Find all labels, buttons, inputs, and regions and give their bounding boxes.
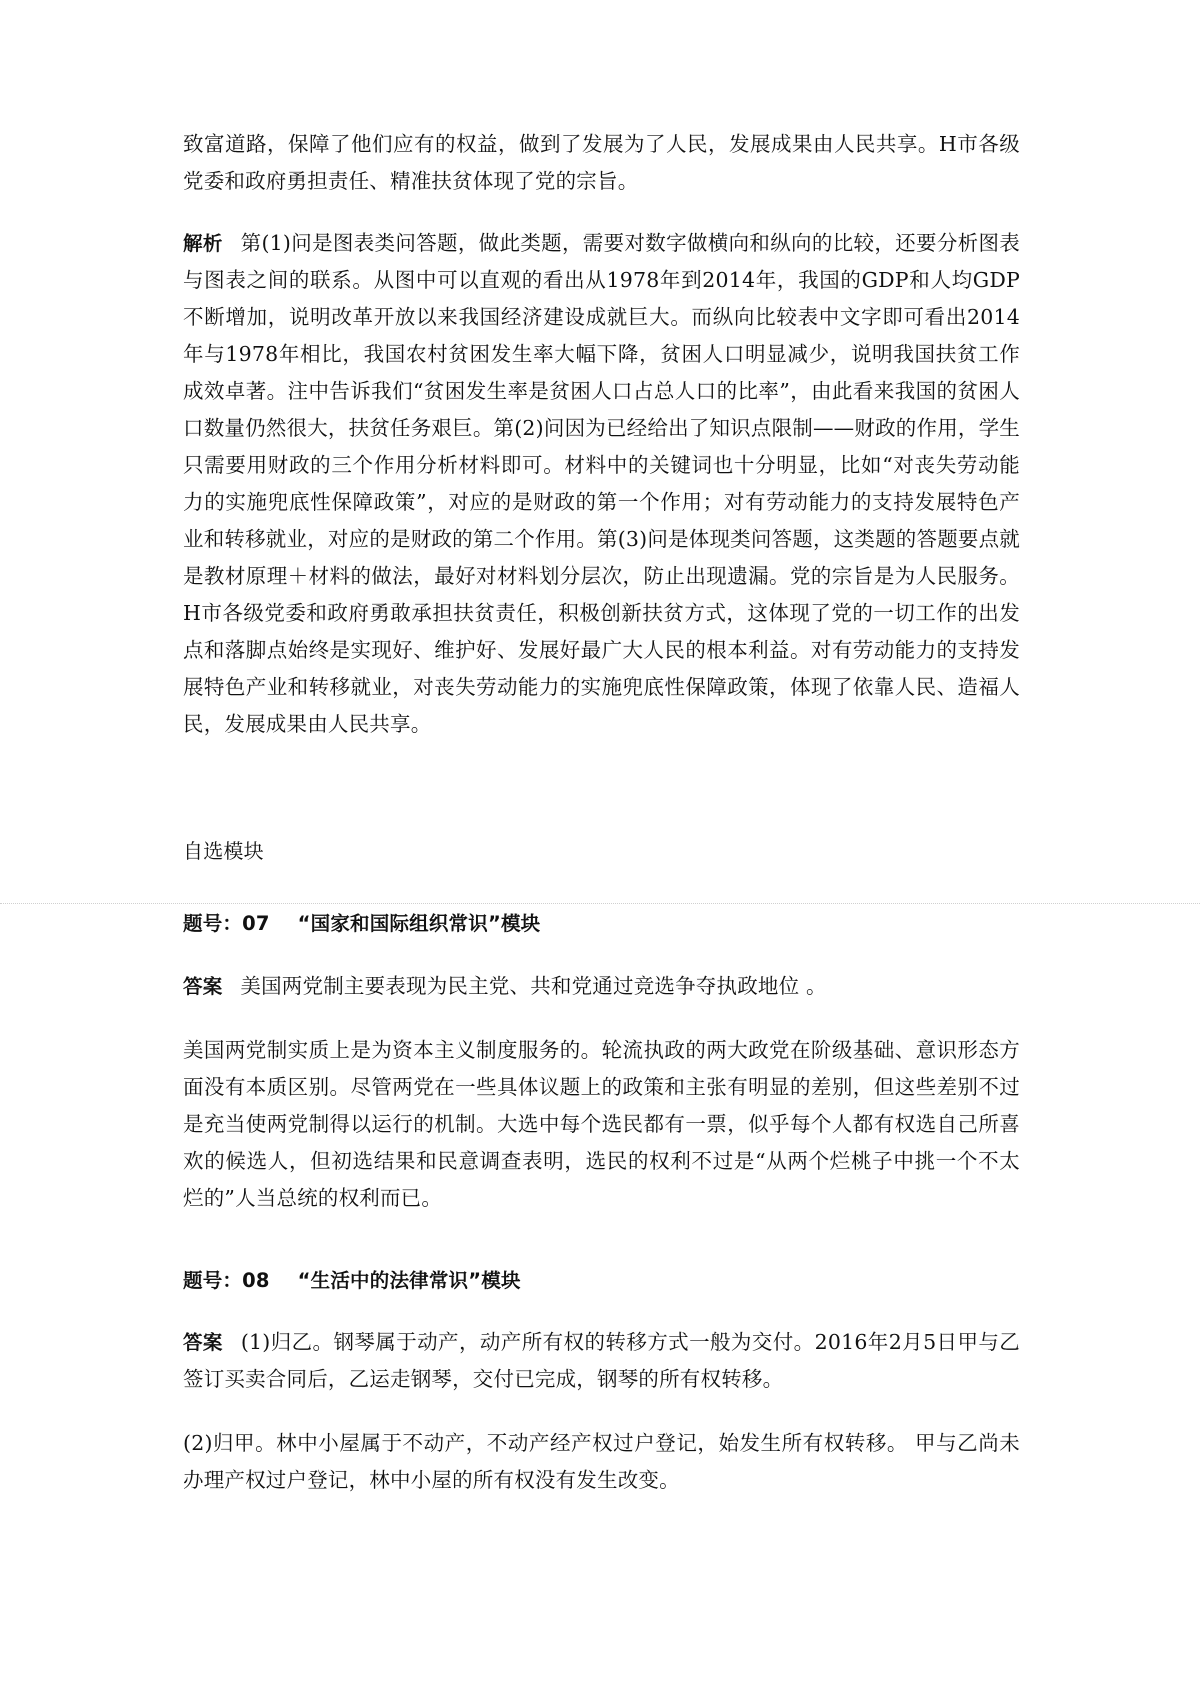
question-08-answer-label: 答案 <box>183 1331 223 1354</box>
question-07-heading <box>183 905 1020 942</box>
section-heading <box>183 833 1020 870</box>
question-07-answer-text: 美国两党制主要表现为民主党、共和党通过竞选争夺执政地位 。 <box>240 974 827 998</box>
question-08-answer-text: (1)归乙。钢琴属于动产，动产所有权的转移方式一般为交付。2016年2月5日甲与乙签订买卖合同后，乙运走钢琴，交付已完成，钢琴的所有权转移。 <box>183 1330 1020 1391</box>
question-08-answer <box>183 1324 1020 1398</box>
question-08-paragraph <box>183 1425 1020 1499</box>
analysis-text: 第(1)问是图表类问答题，做此类题，需要对数字做横向和纵向的比较，还要分析图表与图表之间的联系。从图中可以直观的看出从1978年到2014年，我国的GDP和人均GDP不断增加，说明改革开放以来我国经济建设成就巨大。而纵向比较表中文字即可看出2014年与1978年相比，我国农村贫困发生率大幅下降，贫困人口明显减少，说明我国扶贫工作成效卓著。注中告诉我们“贫困发生率是贫困人口占总人口的比率”，由此看来我国的贫困人口数量仍然很大，扶贫任务艰巨。第(2)问因为已经给出了知识点限制——财政的作用，学生只需要用财政的三个作用分析材料即可。材料中的关键词也十分明显，比如“对丧失劳动能力的实施兜底性保障政策”，对应的是财政的第一个作用；对有劳动能力的支持发展特色产业和转移就业，对应的是财政的第二个作用。第(3)问是体现类问答题，这类题的答题要点就是教材原理＋材料的做法，最好对材料划分层次，防止出现遗漏。党的宗旨是为人民服务。H市各级党委和政府勇敢承担扶贫责任，积极创新扶贫方式，这体现了党的一切工作的出发点和落脚点始终是实现好、维护好、发展好最广大人民的根本利益。对有劳动能力的支持发展特色产业和转移就业，对丧失劳动能力的实施兜底性保障政策，体现了依靠人民、造福人民，发展成果由人民共享。 <box>183 231 1020 736</box>
question-07-answer-label: 答案 <box>183 975 223 998</box>
question-07-title: “国家和国际组织常识”模块 <box>297 912 541 935</box>
question-07-number: 题号：07 <box>183 912 270 935</box>
intro-text: 致富道路，保障了他们应有的权益，做到了发展为了人民，发展成果由人民共享。H市各级党委和政府勇担责任、精准扶贫体现了党的宗旨。 <box>183 132 1020 193</box>
section-title: 自选模块 <box>183 839 264 863</box>
question-07-paragraph <box>183 1032 1020 1217</box>
question-08-number: 题号：08 <box>183 1269 270 1292</box>
analysis-label: 解析 <box>183 232 223 255</box>
intro-paragraph <box>183 126 1020 200</box>
question-08-heading <box>183 1262 1020 1299</box>
question-07-answer <box>183 968 1020 1005</box>
question-07-paragraph-text: 美国两党制实质上是为资本主义制度服务的。轮流执政的两大政党在阶级基础、意识形态方面没有本质区别。尽管两党在一些具体议题上的政策和主张有明显的差别，但这些差别不过是充当使两党制得以运行的机制。大选中每个选民都有一票，似乎每个人都有权选自己所喜欢的候选人，但初选结果和民意调查表明，选民的权利不过是“从两个烂桃子中挑一个不太烂的”人当总统的权利而已。 <box>183 1038 1020 1210</box>
section-divider <box>0 903 1200 904</box>
analysis-paragraph <box>183 225 1020 743</box>
question-08-title: “生活中的法律常识”模块 <box>297 1269 521 1292</box>
question-08-paragraph-text: (2)归甲。林中小屋属于不动产，不动产经产权过户登记，始发生所有权转移。 甲与乙尚未办理产权过户登记，林中小屋的所有权没有发生改变。 <box>183 1431 1020 1492</box>
